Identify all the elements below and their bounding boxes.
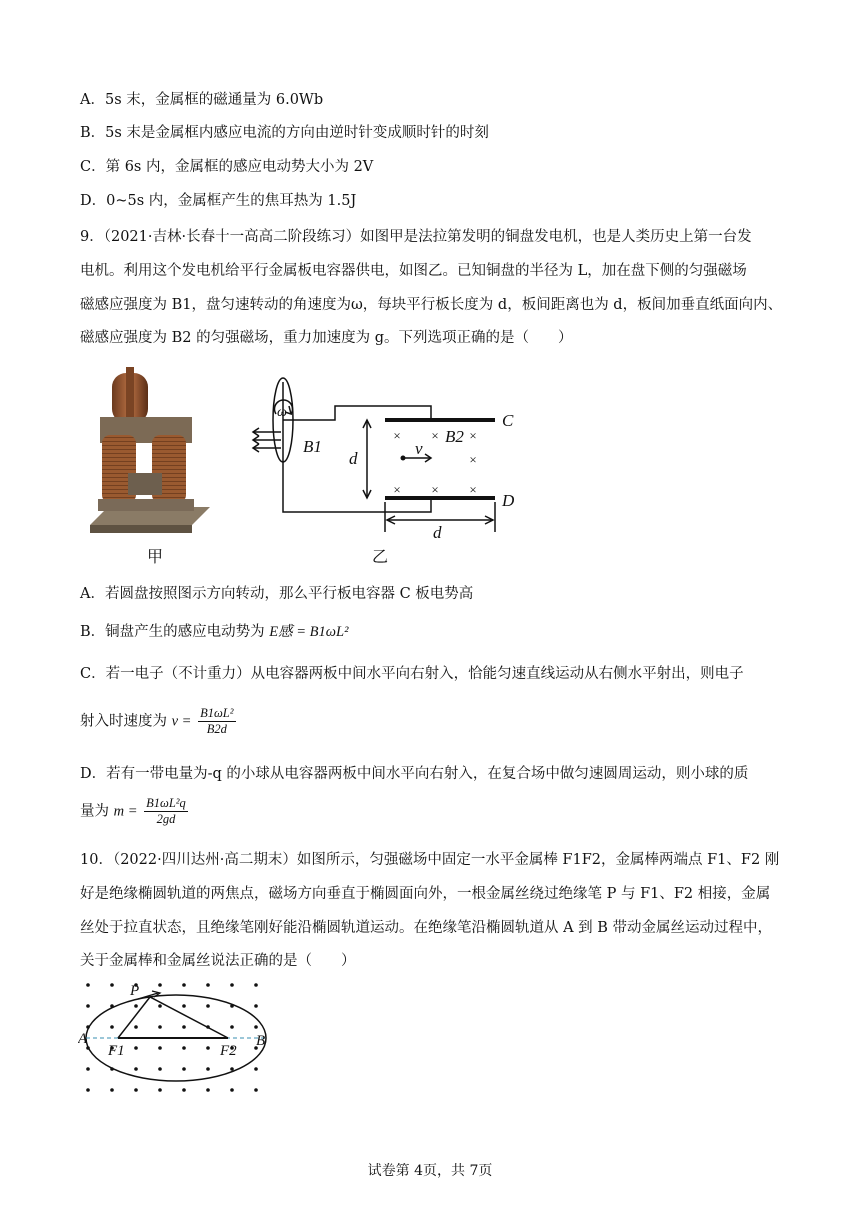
field-dot (230, 983, 234, 987)
field-dot (254, 1004, 258, 1008)
q9-stem-line-1: 9．（2021·吉林·长春十一高高二阶段练习）如图甲是法拉第发明的铜盘发电机，也是人类历史上第一台发 (80, 229, 752, 245)
field-dot (134, 1088, 138, 1092)
field-dot (182, 1004, 186, 1008)
copper-disk-capacitor-circuit (245, 370, 525, 545)
field-dot (182, 1025, 186, 1029)
q8-option-d: D．0~5s 内，金属框产生的焦耳热为 1.5J (80, 193, 357, 209)
q8-option-a: A．5s 末，金属框的磁通量为 6.0Wb (80, 92, 324, 108)
q9-option-d-line-1: D．若有一带电量为-q 的小球从电容器两板中间水平向右射入，在复合场中做匀速圆周运动，则小球的质 (80, 766, 749, 782)
q9-stem-line-4: 磁感应强度为 B2 的匀强磁场，重力加速度为 g。下列选项正确的是（ ） (80, 330, 573, 346)
field-dot (158, 1025, 162, 1029)
velocity-label: v (415, 439, 423, 458)
field-dot (134, 1046, 138, 1050)
field-dot (230, 1067, 234, 1071)
q9-option-b-text: B．铜盘产生的感应电动势为 (80, 624, 265, 640)
field-dot (254, 1088, 258, 1092)
q9-option-b-formula: E感 = B1ωL² (269, 624, 349, 640)
point-p-label: P (130, 983, 140, 999)
figure-yi-caption: 乙 (372, 547, 389, 566)
field-dot (206, 1046, 210, 1050)
field-dot (158, 1004, 162, 1008)
plate-c-label: C (502, 411, 514, 430)
q9-option-b (80, 622, 348, 642)
focus-f1-label: F1 (108, 1043, 125, 1059)
field-dot (110, 983, 114, 987)
field-dot (110, 1025, 114, 1029)
field-dot (230, 1025, 234, 1029)
figure-jia-caption: 甲 (147, 547, 164, 566)
q9-option-c-line-2 (80, 706, 238, 737)
q10-stem-line-3: 丝处于拉直状态，且绝缘笔刚好能沿椭圆轨道运动。在绝缘笔沿椭圆轨道从 A 到 B 带动金属丝运动过程中， (80, 920, 773, 936)
q9-option-d-numerator: B1ωL²q (146, 796, 186, 810)
field-dot (158, 1067, 162, 1071)
q9-option-a: A．若圆盘按照图示方向转动，那么平行板电容器 C 板电势高 (80, 586, 474, 602)
q9-option-d-line-2 (80, 796, 190, 827)
field-dot (86, 983, 90, 987)
field-dot (182, 1067, 186, 1071)
field-dot (206, 1004, 210, 1008)
q9-option-d-denominator: 2gd (156, 812, 176, 826)
focus-f2-label: F2 (220, 1043, 237, 1059)
field-dot (86, 1088, 90, 1092)
field-dot (134, 1067, 138, 1071)
svg-text:×: × (393, 482, 401, 497)
svg-text:×: × (469, 482, 477, 497)
field-dot (254, 1025, 258, 1029)
svg-text:×: × (393, 428, 401, 443)
b1-label: B1 (303, 437, 322, 456)
field-dot (182, 983, 186, 987)
q8-option-b: B．5s 末是金属框内感应电流的方向由逆时针变成顺时针的时刻 (80, 125, 489, 141)
field-dot (206, 1088, 210, 1092)
q9-option-c-numerator: B1ωL² (200, 706, 234, 720)
field-dot (158, 1088, 162, 1092)
field-dot (158, 1046, 162, 1050)
field-dot (254, 983, 258, 987)
q9-option-d-text: 量为 (80, 803, 109, 820)
plate-d-label: D (502, 491, 515, 510)
q9-option-c-line-1: C．若一电子（不计重力）从电容器两板中间水平向右射入，恰能匀速直线运动从右侧水平射出，则电子 (80, 666, 744, 682)
field-dot (254, 1067, 258, 1071)
q9-option-c-fraction (198, 706, 235, 737)
field-dot (158, 983, 162, 987)
q9-option-c-lhs: v = (171, 713, 192, 730)
copper-disk-generator-photo (82, 365, 222, 565)
field-dot (182, 1088, 186, 1092)
length-d-label: d (433, 523, 442, 542)
q9-option-d-fraction (144, 796, 188, 827)
field-dot (134, 1004, 138, 1008)
field-dot (182, 1046, 186, 1050)
svg-text:×: × (431, 428, 439, 443)
field-dot (86, 1004, 90, 1008)
q9-stem-line-3: 磁感应强度为 B1，盘匀速转动的角速度为ω，每块平行板长度为 d，板间距离也为 d，板间加垂直纸面向内、 (80, 297, 783, 313)
q9-stem-line-2: 电机。利用这个发电机给平行金属板电容器供电，如图乙。已知铜盘的半径为 L，加在盘下侧的匀强磁场 (80, 263, 747, 279)
field-dot (230, 1088, 234, 1092)
q10-stem-line-1: 10．（2022·四川达州·高二期末）如图所示，匀强磁场中固定一水平金属棒 F1F2，金属棒两端点 F1、F2 刚 (80, 852, 780, 868)
q9-option-c-denominator: B2d (206, 722, 227, 736)
field-dot (206, 983, 210, 987)
field-dot (110, 1088, 114, 1092)
ellipse-track-diagram (78, 975, 278, 1100)
q10-stem-line-4: 关于金属棒和金属丝说法正确的是（ ） (80, 953, 356, 969)
b2-label: B2 (445, 427, 464, 446)
q10-stem-line-2: 好是绝缘椭圆轨道的两焦点，磁场方向垂直于椭圆面向外，一根金属丝绕过绝缘笔 P 与 F1、F2 相接，金属 (80, 886, 771, 902)
svg-text:×: × (469, 428, 477, 443)
point-a-label: A (78, 1031, 88, 1047)
gap-d-label: d (349, 449, 358, 468)
page-footer: 试卷第 4页，共 7页 (367, 1163, 493, 1179)
q8-option-c: C．第 6s 内，金属框的感应电动势大小为 2V (80, 159, 374, 175)
svg-text:×: × (431, 482, 439, 497)
point-b-label: B (256, 1033, 266, 1049)
field-dot (86, 1067, 90, 1071)
svg-text:×: × (469, 452, 477, 467)
q9-option-c-text: 射入时速度为 (80, 713, 167, 730)
field-dot (134, 1025, 138, 1029)
field-dot (206, 1067, 210, 1071)
omega-label: ω (277, 405, 287, 420)
metal-wire (118, 997, 228, 1038)
q9-option-d-lhs: m = (113, 803, 138, 820)
